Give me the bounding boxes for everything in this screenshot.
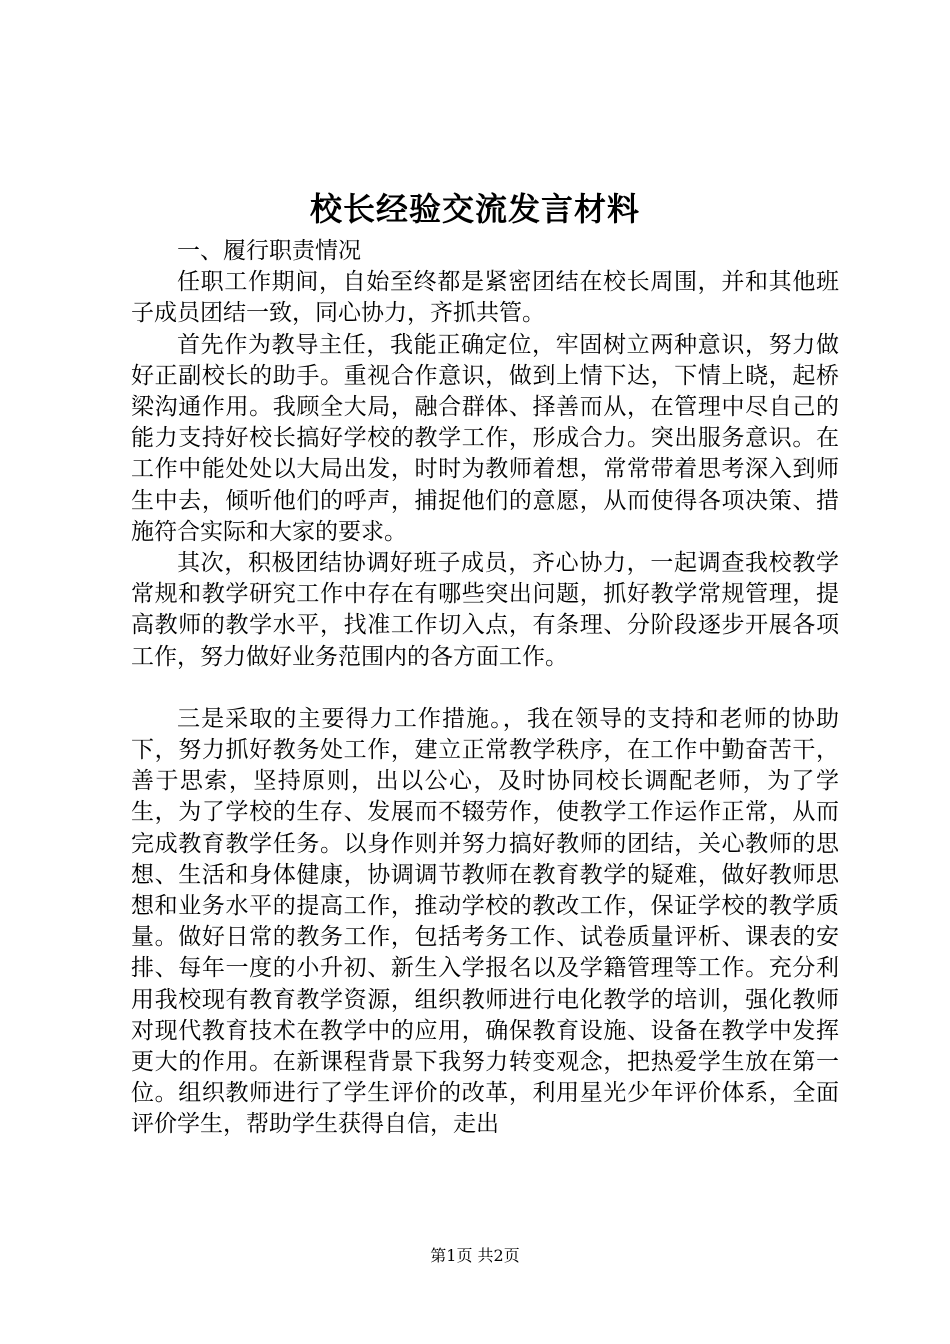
document-title: 校长经验交流发言材料 — [309, 190, 640, 228]
body-paragraph: 首先作为教导主任，我能正确定位，牢固树立两种意识，努力做好正副校长的助手。重视合作意识，做到上情下达，下情上晓，起桥梁沟通作用。我顾全大局，融合群体、择善而从，在管理中尽自己的能力支持好校长搞好学校的教学工作，形成合力。突出服务意识。在工作中能处处以大局出发，时时为教师着想，常常带着思考深入到师生中去，倾听他们的呼声，捕捉他们的意愿，从而使得各项决策、措施符合实际和大家的要求。 — [131, 331, 839, 545]
page-number-footer: 第1页 共2页 — [430, 1246, 520, 1265]
section-heading: 一、履行职责情况 — [177, 238, 361, 264]
body-paragraph: 其次，积极团结协调好班子成员，齐心协力，一起调查我校教学常规和教学研究工作中存在有哪些突出问题，抓好教学常规管理，提高教师的教学水平，找准工作切入点，有条理、分阶段逐步开展各项工作，努力做好业务范围内的各方面工作。 — [131, 550, 839, 670]
body-paragraph: 任职工作期间，自始至终都是紧密团结在校长周围，并和其他班子成员团结一致，同心协力，齐抓共管。 — [131, 269, 839, 327]
document-body — [131, 236, 839, 1141]
body-paragraph: 三是采取的主要得力工作措施。，我在领导的支持和老师的协助下，努力抓好教务处工作，建立正常教学秩序，在工作中勤奋苦干，善于思索，坚持原则，出以公心，及时协同校长调配老师，为了学生，为了学校的生存、发展而不辍劳作，使教学工作运作正常，从而完成教育教学任务。以身作则并努力搞好教师的团结，关心教师的思想、生活和身体健康，协调调节教师在教育教学的疑难，做好教师思想和业务水平的提高工作，推动学校的教改工作，保证学校的教学质量。做好日常的教务工作，包括考务工作、试卷质量评析、课表的安排、每年一度的小升初、新生入学报名以及学籍管理等工作。充分利用我校现有教育教学资源，组织教师进行电化教学的培训，强化教师对现代教育技术在教学中的应用，确保教育设施、设备在教学中发挥更大的作用。在新课程背景下我努力转变观念，把热爱学生放在第一位。组织教师进行了学生评价的改革，利用星光少年评价体系，全面评价学生，帮助学生获得自信，走出 — [131, 705, 839, 1138]
